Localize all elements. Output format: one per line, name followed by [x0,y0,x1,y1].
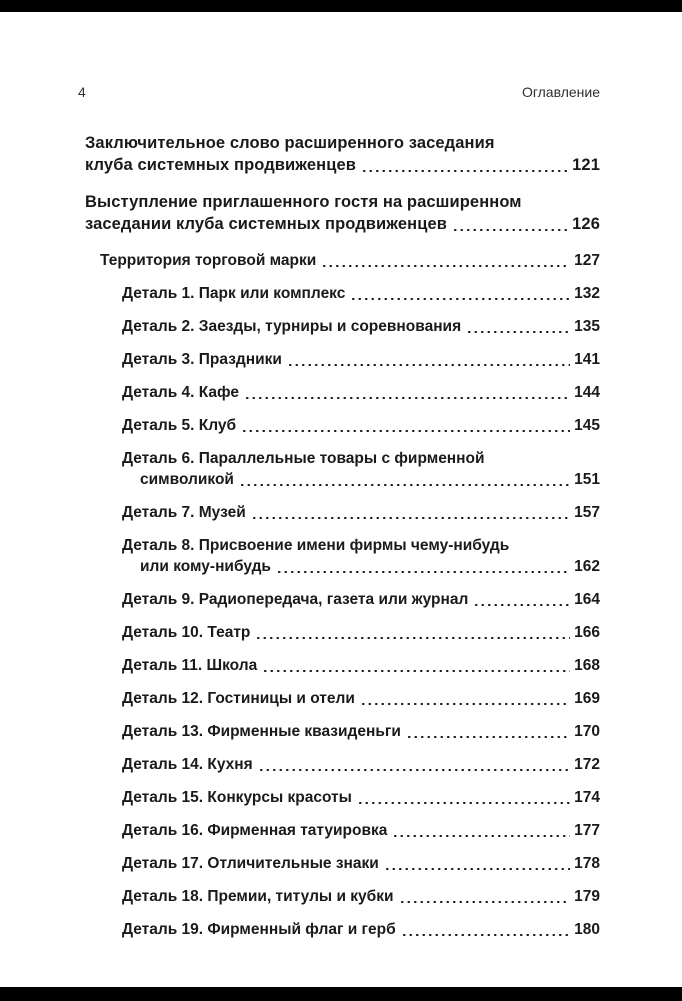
header-title: Оглавление [521,84,600,100]
toc-entry-title: Заключительное слово расширенного заседания [85,134,495,152]
dot-leader [258,769,570,771]
bottom-black-bar [0,987,682,1001]
toc-entry-title: Деталь 12. Гостиницы и отели [122,690,355,707]
dot-leader [239,484,570,486]
toc-entry-page: 168 [574,657,600,674]
dot-leader [262,670,570,672]
toc-entry-line [122,535,600,556]
dot-leader [321,265,570,267]
toc-entry [85,787,600,808]
toc-entry-title: Деталь 11. Школа [122,657,258,674]
toc-entry-line [85,213,600,235]
toc-entry-title: Деталь 16. Фирменная татуировка [122,822,388,839]
toc-entry [85,919,600,940]
toc-entry-title: символикой [140,471,234,488]
toc-entry-page: 157 [574,504,600,521]
toc-entry [85,721,600,742]
toc-entry-page: 177 [574,822,600,839]
toc-entry-line [122,622,600,643]
toc-entry [85,349,600,370]
toc-entry-line [122,820,600,841]
toc-entry-title: Деталь 19. Фирменный флаг и герб [122,921,396,938]
toc-entry [85,853,600,874]
toc-entry-title: Деталь 13. Фирменные квазиденьги [122,723,401,740]
toc-entry [85,132,600,176]
toc-entry-line [122,655,600,676]
dot-leader [357,802,570,804]
dot-leader [399,901,571,903]
page-header [78,84,600,100]
toc-entry [85,382,600,403]
toc-entry-line [122,316,600,337]
toc-entry-title: Деталь 18. Премии, титулы и кубки [122,888,394,905]
toc-entry-title: Деталь 1. Парк или комплекс [122,285,346,302]
toc-entry-line [122,853,600,874]
toc-entry-line [122,502,600,523]
toc-entry-page: 145 [574,417,600,434]
toc-entry-line [122,448,600,469]
toc-entry-page: 170 [574,723,600,740]
toc-entry-title: клуба системных продвиженцев [85,156,356,174]
dot-leader [466,331,570,333]
dot-leader [452,229,568,231]
dot-leader [384,868,570,870]
toc-entry [85,688,600,709]
dot-leader [392,835,570,837]
toc-entry-line [122,919,600,940]
toc-entry-line [122,415,600,436]
toc-entry-title: Деталь 5. Клуб [122,417,237,434]
toc-entry-line [85,191,600,213]
dot-leader [401,934,570,936]
toc-entry [85,283,600,304]
toc-entry-line [85,132,600,154]
toc-entry-page: 126 [572,215,600,233]
toc-entry-line [122,349,600,370]
toc-entry [85,754,600,775]
toc-entry [85,535,600,577]
toc-entry [85,820,600,841]
toc-entry-title: Деталь 7. Музей [122,504,246,521]
toc-entry-title: Деталь 8. Присвоение имени фирмы чему-нибудь [122,537,510,554]
toc-entry [85,250,600,271]
toc-list [85,132,600,952]
toc-entry-title: заседании клуба системных продвиженцев [85,215,447,233]
toc-entry-page: 162 [574,558,600,575]
toc-entry-page: 164 [574,591,600,608]
toc-entry [85,589,600,610]
toc-entry-page: 179 [574,888,600,905]
toc-entry-line [122,589,600,610]
toc-entry [85,622,600,643]
toc-entry-line [122,787,600,808]
toc-entry-line [122,754,600,775]
dot-leader [244,397,570,399]
toc-entry-title: Деталь 3. Праздники [122,351,282,368]
toc-entry-line [122,469,600,490]
toc-entry [85,191,600,235]
toc-entry [85,316,600,337]
toc-entry-title: Территория торговой марки [100,252,317,269]
toc-entry-page: 174 [574,789,600,806]
toc-entry-line [122,283,600,304]
dot-leader [255,637,570,639]
toc-entry-title: или кому-нибудь [140,558,271,575]
toc-entry-page: 127 [574,252,600,269]
toc-entry [85,886,600,907]
toc-entry-title: Деталь 14. Кухня [122,756,253,773]
toc-entry-title: Деталь 2. Заезды, турниры и соревнования [122,318,462,335]
dot-leader [350,298,570,300]
toc-entry [85,502,600,523]
toc-entry-line [122,721,600,742]
dot-leader [287,364,570,366]
toc-entry-page: 180 [574,921,600,938]
toc-entry-page: 132 [574,285,600,302]
toc-entry-page: 141 [574,351,600,368]
toc-entry-title: Деталь 15. Конкурсы красоты [122,789,352,806]
toc-entry [85,415,600,436]
toc-entry-page: 135 [574,318,600,335]
toc-entry [85,448,600,490]
toc-entry-line [85,154,600,176]
toc-entry-title: Выступление приглашенного гостя на расширенном [85,193,522,211]
toc-entry-title: Деталь 17. Отличительные знаки [122,855,379,872]
toc-entry-page: 166 [574,624,600,641]
toc-entry-page: 144 [574,384,600,401]
toc-entry-title: Деталь 4. Кафе [122,384,240,401]
dot-leader [276,571,570,573]
dot-leader [360,703,570,705]
dot-leader [406,736,570,738]
toc-entry-line [122,688,600,709]
dot-leader [361,170,568,172]
toc-entry-title: Деталь 6. Параллельные товары с фирменной [122,450,485,467]
toc-entry-page: 169 [574,690,600,707]
toc-entry-title: Деталь 9. Радиопередача, газета или журнал [122,591,469,608]
toc-entry-page: 172 [574,756,600,773]
dot-leader [251,517,570,519]
page-number: 4 [78,84,86,100]
toc-entry-line [122,886,600,907]
toc-entry-line [122,556,600,577]
dot-leader [241,430,570,432]
toc-entry-page: 121 [572,156,600,174]
toc-entry-line [122,382,600,403]
toc-entry [85,655,600,676]
top-black-bar [0,0,682,12]
toc-entry-title: Деталь 10. Театр [122,624,251,641]
toc-entry-line [100,250,600,271]
dot-leader [473,604,570,606]
toc-entry-page: 178 [574,855,600,872]
toc-entry-page: 151 [574,471,600,488]
